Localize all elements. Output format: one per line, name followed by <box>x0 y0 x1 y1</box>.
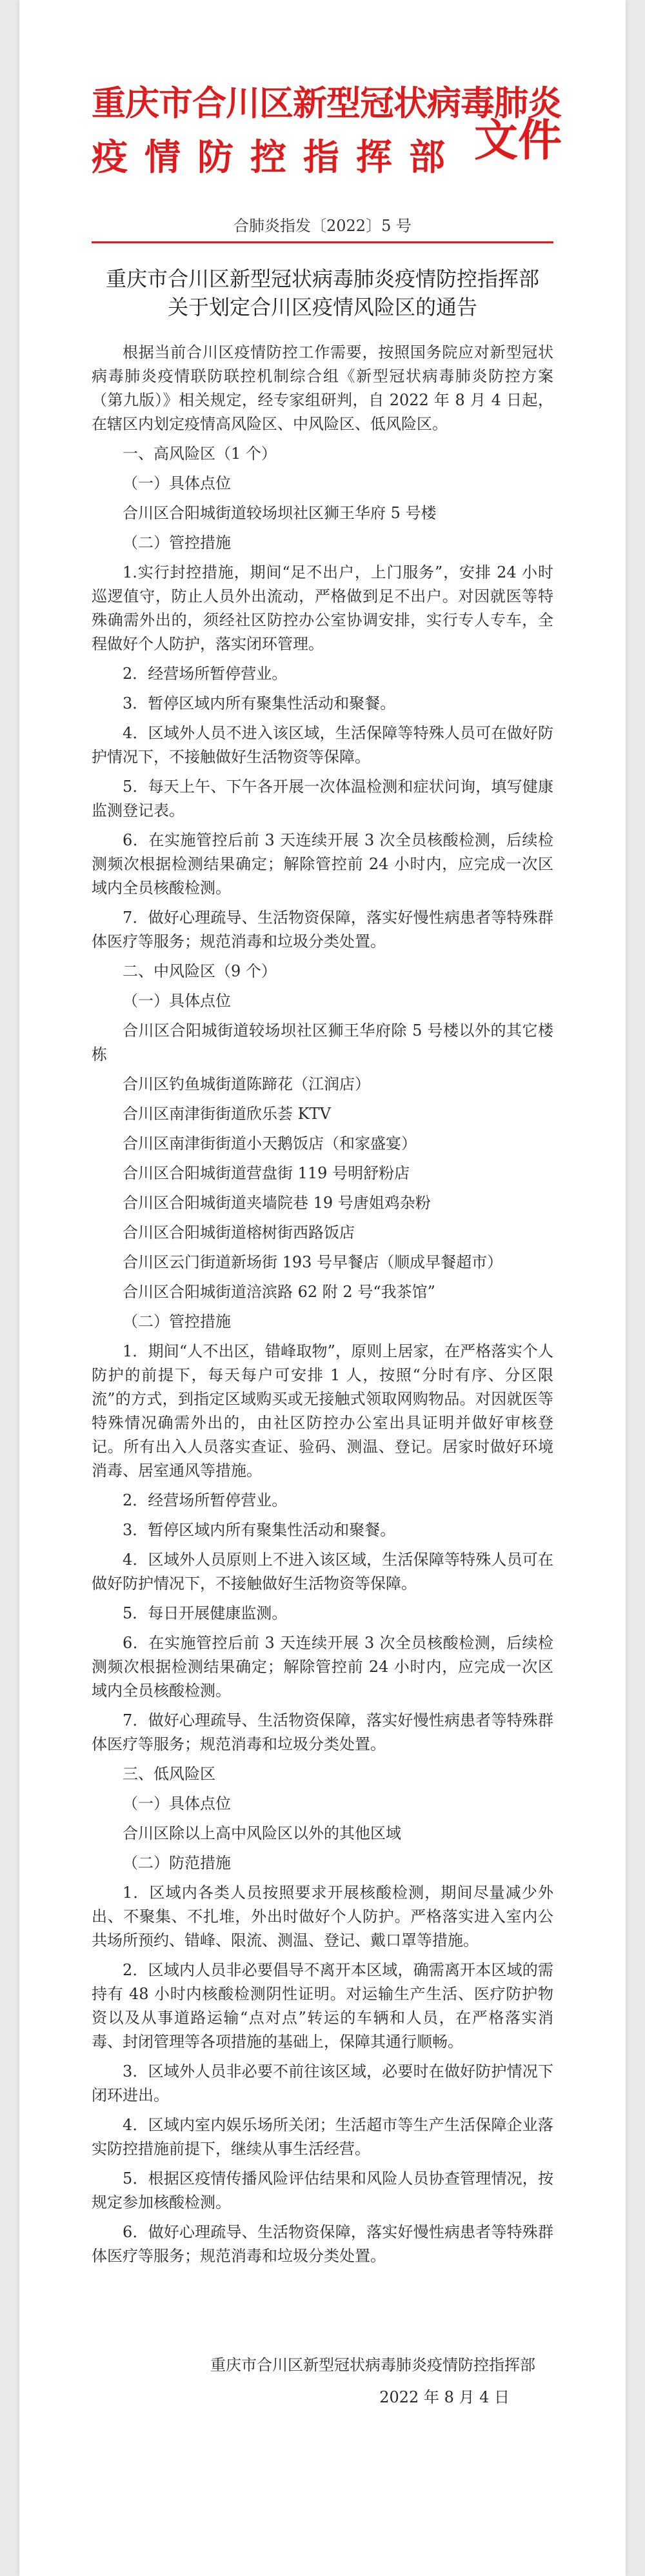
body-paragraph: 4．区域内室内娱乐场所关闭；生活超市等生产生活保障企业落实防控措施前提下，继续从事生活经营。 <box>92 2116 553 2158</box>
signature-date: 2022 年 8 月 4 日 <box>379 2388 510 2406</box>
body-paragraph: 5．每日开展健康监测。 <box>123 1604 288 1622</box>
body-paragraph: （二）防范措施 <box>123 1854 231 1872</box>
body-paragraph: 合川区南津街街道欣乐荟 KTV <box>123 1105 331 1123</box>
body-paragraph: 合川区除以上高中风险区以外的其他区域 <box>123 1824 401 1842</box>
header-wenjian: 文件 <box>474 116 562 166</box>
body-paragraph: 2．经营场所暂停营业。 <box>123 665 288 683</box>
body-paragraph: 6．在实施管控后前 3 天连续开展 3 次全员核酸检测，后续检测频次根据检测结果确定；解除管控前 24 小时内，应完成一次区域内全员核酸检测。 <box>92 831 553 897</box>
body-paragraph: 合川区合阳城街道较场坝社区狮王华府 5 号楼 <box>123 504 437 522</box>
body-paragraph: 7．做好心理疏导、生活物资保障，落实好慢性病患者等特殊群体医疗等服务；规范消毒和垃圾分类处置。 <box>92 909 553 951</box>
signature-block <box>210 2349 535 2413</box>
document-number: 合肺炎指发〔2022〕5 号 <box>233 217 412 235</box>
header-divider <box>92 241 553 243</box>
body-paragraph: （一）具体点位 <box>123 1795 231 1813</box>
body-paragraph: 合川区云门街道新场街 193 号早餐店（顺成早餐超市） <box>123 1253 503 1271</box>
body-paragraph: 7．做好心理疏导、生活物资保障，落实好慢性病患者等特殊群体医疗等服务；规范消毒和垃圾分类处置。 <box>92 1711 553 1753</box>
signature-org: 重庆市合川区新型冠状病毒肺炎疫情防控指挥部 <box>210 2356 535 2374</box>
body-paragraph: 根据当前合川区疫情防控工作需要，按照国务院应对新型冠状病毒肺炎疫情联防联控机制综合组《新型冠状病毒肺炎防控方案（第九版）》相关规定，经专家组研判，自 2022 年 8 月 4 日起，在辖区内划定疫情高风险区、中风险区、低风险区。 <box>92 343 553 433</box>
body-paragraph: 合川区合阳城街道涪滨路 62 附 2 号“我茶馆” <box>123 1283 435 1301</box>
body-paragraph: 3．区域外人员非必要不前往该区域，必要时在做好防护情况下闭环进出。 <box>92 2062 553 2104</box>
document-body <box>92 341 553 2274</box>
body-paragraph: 2．经营场所暂停营业。 <box>123 1491 288 1509</box>
body-paragraph: （二）管控措施 <box>123 534 231 552</box>
body-paragraph: 合川区合阳城街道夹墙院巷 19 号唐姐鸡杂粉 <box>123 1194 431 1212</box>
body-paragraph: 6．做好心理疏导、生活物资保障，落实好慢性病患者等特殊群体医疗等服务；规范消毒和垃圾分类处置。 <box>92 2223 553 2265</box>
body-paragraph: 1．期间“人不出区，错峰取物”，原则上居家，在严格落实个人防护的前提下，每天每户可安排 1 人，按照“分时有序、分区限流”的方式，到指定区域购买或无接触式领取网购物品。对因就医等特殊情况确需外出的，由社区防控办公室出具证明并做好审核登记。所有出入人员落实查证、验码、测温、登记。居家时做好环境消毒、居室通风等措施。 <box>92 1342 553 1480</box>
body-paragraph: 4．区域外人员原则上不进入该区域，生活保障等特殊人员可在做好防护情况下，不接触做好生活物资等保障。 <box>92 1551 553 1593</box>
body-paragraph: 3．暂停区域内所有聚集性活动和聚餐。 <box>123 1521 396 1539</box>
body-paragraph: （一）具体点位 <box>123 992 231 1010</box>
body-paragraph: （一）具体点位 <box>123 474 231 492</box>
body-paragraph: 合川区合阳城街道营盘街 119 号明舒粉店 <box>123 1164 410 1182</box>
document-title <box>19 265 626 321</box>
body-paragraph: 3．暂停区域内所有聚集性活动和聚餐。 <box>123 694 396 712</box>
body-paragraph: 三、低风险区 <box>123 1765 215 1783</box>
body-paragraph: 6．在实施管控后前 3 天连续开展 3 次全员核酸检测，后续检测频次根据检测结果确定；解除管控前 24 小时内，应完成一次区域内全员核酸检测。 <box>92 1634 553 1700</box>
body-paragraph: （二）管控措施 <box>123 1313 231 1331</box>
header-title-line2: 疫情防控指挥部 <box>92 137 462 179</box>
body-paragraph: 一、高风险区（1 个） <box>123 445 277 463</box>
body-paragraph: 合川区南津街街道小天鹅饭店（和家盛宴） <box>123 1134 417 1152</box>
body-paragraph: 5．根据区疫情传播风险评估结果和风险人员协查管理情况，按规定参加核酸检测。 <box>92 2169 553 2211</box>
body-paragraph: 5．每天上午、下午各开展一次体温检测和症状问询，填写健康监测登记表。 <box>92 778 553 820</box>
body-paragraph: 合川区钓鱼城街道陈蹄花（江润店） <box>123 1075 370 1093</box>
body-paragraph: 2．区域内人员非必要倡导不离开本区域，确需离开本区域的需持有 48 小时内核酸检测阴性证明。对运输生产生活、医疗防护物资以及从事道路运输“点对点”转运的车辆和人员，在严格落实消毒、封闭管理等各项措施的基础上，保障其通行顺畅。 <box>92 1961 553 2051</box>
body-paragraph: 4．区域外人员不进入该区域，生活保障等特殊人员可在做好防护情况下，不接触做好生活物资等保障。 <box>92 724 553 766</box>
title-line1: 重庆市合川区新型冠状病毒肺炎疫情防控指挥部 <box>105 267 539 291</box>
body-paragraph: 合川区合阳城街道较场坝社区狮王华府除 5 号楼以外的其它楼栋 <box>92 1021 553 1063</box>
body-paragraph: 合川区合阳城街道榕树街西路饭店 <box>123 1223 355 1242</box>
title-line2: 关于划定合川区疫情风险区的通告 <box>167 295 477 319</box>
document-header <box>19 76 626 192</box>
document-page <box>19 0 626 2576</box>
body-paragraph: 二、中风险区（9 个） <box>123 962 277 980</box>
header-title-line1: 重庆市合川区新型冠状病毒肺炎 <box>92 84 561 123</box>
body-paragraph: 1.实行封控措施，期间“足不出户，上门服务”，安排 24 小时巡逻值守，防止人员外出流动，严格做到足不出户。对因就医等特殊确需外出的，须经社区防控办公室协调安排，实行专人专车，全程做好个人防护，落实闭环管理。 <box>92 563 553 653</box>
body-paragraph: 1．区域内各类人员按照要求开展核酸检测，期间尽量减少外出、不聚集、不扎堆，外出时做好个人防护。严格落实进入室内公共场所预约、错峰、限流、测温、登记、戴口罩等措施。 <box>92 1884 553 1949</box>
